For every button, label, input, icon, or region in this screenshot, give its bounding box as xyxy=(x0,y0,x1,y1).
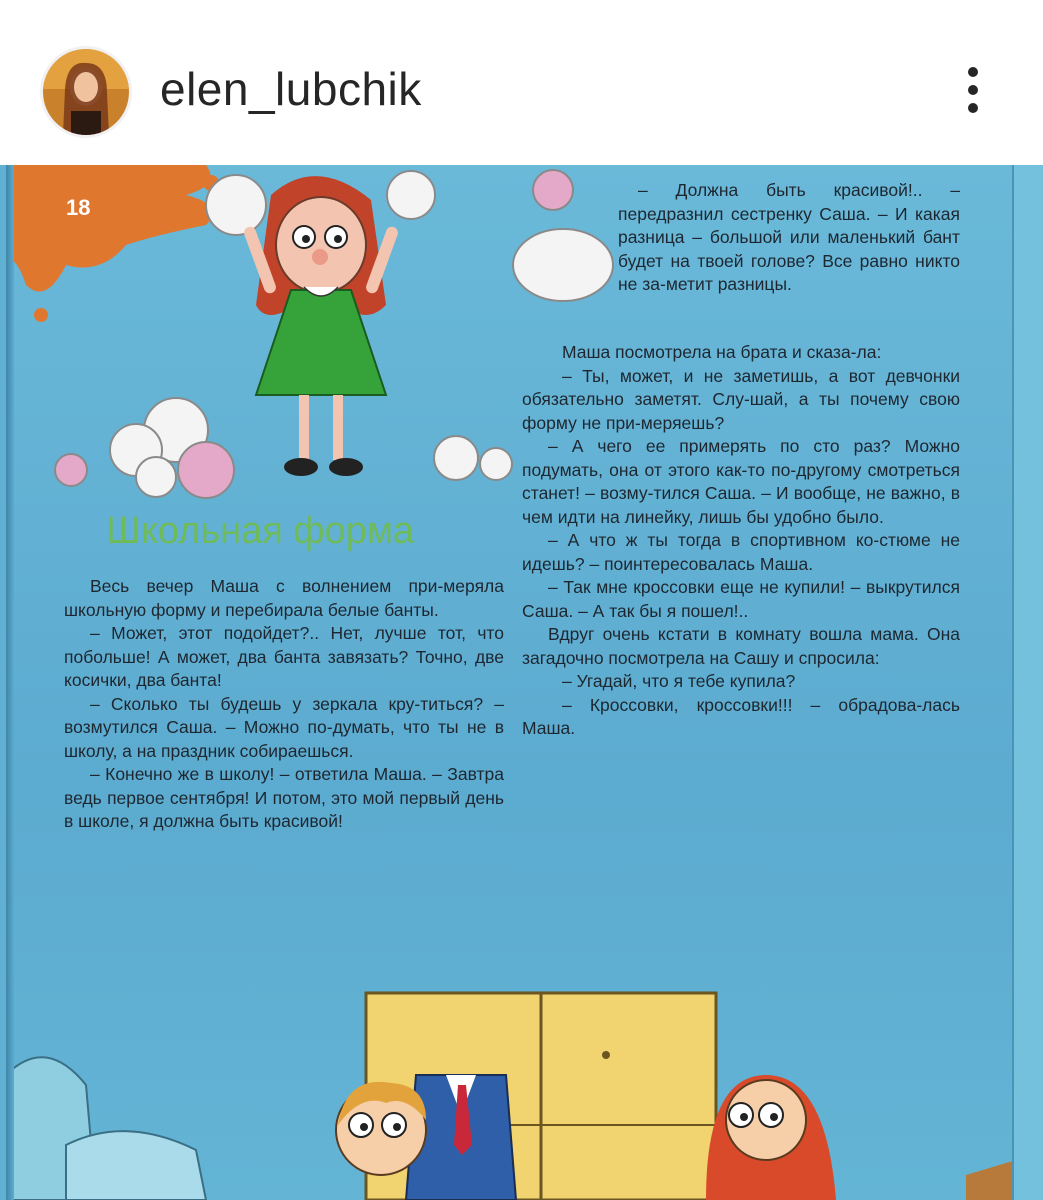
paragraph: – Ты, может, и не заметишь, а вот девчонки обязательно заметят. Слу-шай, а ты почему свою форму не при-меряешь? xyxy=(522,365,960,433)
paragraph: Маша посмотрела на брата и сказа-ла: xyxy=(562,342,882,362)
story-title: Школьная форма xyxy=(106,510,415,552)
paragraph: – А что ж ты тогда в спортивном ко-стюме не идешь? – поинтересовалась Маша. xyxy=(522,530,960,574)
bow-decoration-small xyxy=(426,430,536,490)
avatar[interactable] xyxy=(40,46,132,138)
paragraph: – Должна быть красивой!.. – передразнил сестренку Саша. – И какая разница – большой или маленький бант будет на твоей голове? Все равно никто не за-метит разницы. xyxy=(618,180,960,294)
left-text-column xyxy=(64,575,504,834)
bottom-illustration xyxy=(6,975,1016,1200)
paragraph: – Может, этот подойдет?.. Нет, лучше тот, что побольше! А может, два банта завязать? Точно, две косички, два банта! xyxy=(64,623,504,690)
book-page xyxy=(6,165,1016,1200)
post-header xyxy=(0,0,1043,165)
username[interactable]: elen_lubchik xyxy=(160,63,422,115)
next-page-edge xyxy=(1012,165,1043,1200)
paragraph: – Конечно же в школу! – ответила Маша. – Завтра ведь первое сентября! И потом, это мой первый день в школе, я должна быть красивой! xyxy=(64,764,504,831)
right-text-column xyxy=(522,341,960,741)
bows-decoration-right xyxy=(511,165,621,325)
page-edge-shadow xyxy=(6,165,14,1200)
post-image[interactable] xyxy=(0,165,1043,1200)
paragraph: – Сколько ты будешь у зеркала кру-титься? – возмутился Саша. – Можно по-думать, что ты не в школу, а на праздник собираешься. xyxy=(64,693,504,761)
paragraph: Весь вечер Маша с волнением при-меряла школьную форму и перебирала белые банты. xyxy=(64,576,504,620)
more-options-icon[interactable] xyxy=(955,62,991,118)
right-text-column-top xyxy=(618,179,960,297)
paragraph: – А чего ее примерять по сто раз? Можно подумать, она от этого как-то по-другому смотреться станет! – возму-тился Саша. – И вообще, не важно, в чем идти на линейку, лишь бы удобно было. xyxy=(522,436,960,527)
paragraph: – Кроссовки, кроссовки!!! – обрадова-лась Маша. xyxy=(522,694,960,738)
paragraph: – Так мне кроссовки еще не купили! – выкрутился Саша. – А так бы я пошел!.. xyxy=(522,577,960,621)
page-number: 18 xyxy=(66,195,91,220)
paragraph: Вдруг очень кстати в комнату вошла мама. Она загадочно посмотрела на Сашу и спросила: xyxy=(522,624,960,668)
paragraph: – Угадай, что я тебе купила? xyxy=(562,671,796,691)
bows-decoration xyxy=(36,395,256,505)
